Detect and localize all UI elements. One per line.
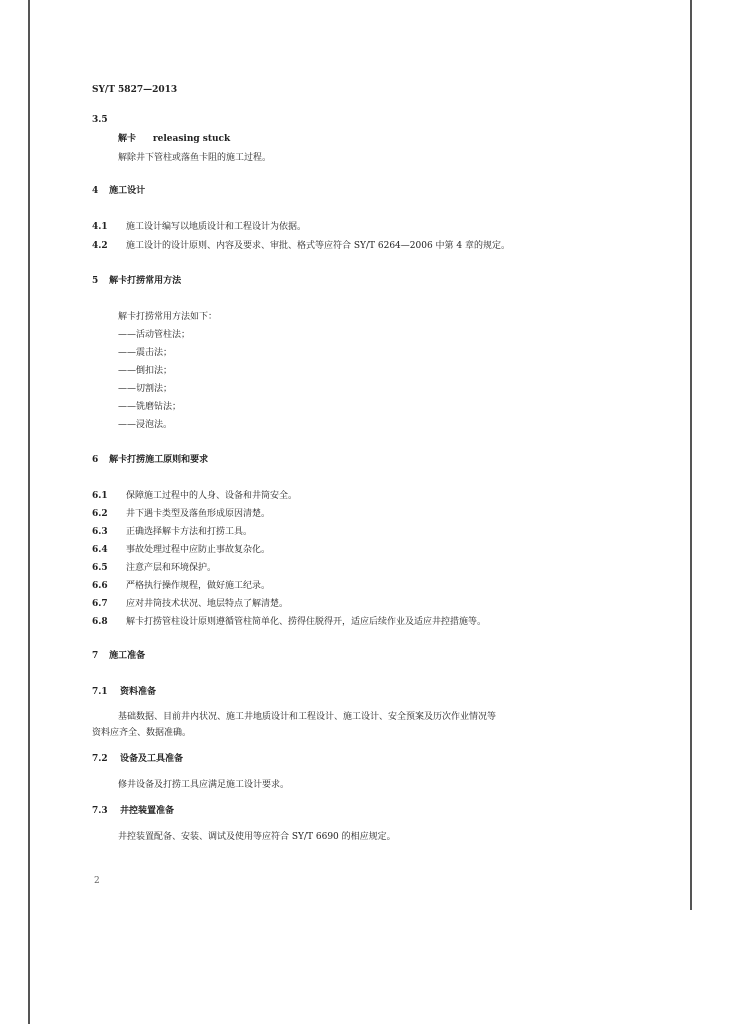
page-border-right [690, 0, 692, 910]
clause-6-7: 6.7 应对井筒技术状况、地层特点了解清楚。 [92, 599, 289, 609]
clause-6-1: 6.1 保障施工过程中的人身、设备和井筒安全。 [92, 491, 298, 501]
method-item: ——切割法； [118, 384, 173, 394]
clause-7-2-heading: 7.2 设备及工具准备 [92, 754, 184, 764]
method-item: ——铣磨钻法； [118, 402, 182, 412]
clause-4-1: 4.1 施工设计编写以地质设计和工程设计为依据。 [92, 222, 307, 232]
clause-3-5-number: 3.5 [92, 115, 108, 125]
term-english: releasing stuck [152, 134, 231, 144]
clause-4-2: 4.2 施工设计的设计原则、内容及要求、审批、格式等应符合 SY/T 6264—2006 中第 4 章的规定。 [92, 241, 510, 251]
page-number: 2 [94, 876, 100, 886]
section-6-heading: 6 解卡打捞施工原则和要求 [92, 455, 209, 465]
method-item: ——浸泡法。 [118, 420, 173, 430]
clause-7-3-heading: 7.3 井控装置准备 [92, 806, 175, 816]
section-4-heading: 4 施工设计 [92, 186, 146, 196]
methods-intro: 解卡打捞常用方法如下： [118, 312, 218, 322]
method-item: ——活动管柱法； [118, 330, 191, 340]
method-item: ——震击法； [118, 348, 173, 358]
clause-7-1-heading: 7.1 资料准备 [92, 687, 157, 697]
section-7-heading: 7 施工准备 [92, 651, 146, 661]
clause-7-1-text-line1: 基础数据、目前井内状况、施工井地质设计和工程设计、施工设计、安全预案及历次作业情况等 [118, 712, 497, 722]
method-item: ——倒扣法； [118, 366, 173, 376]
clause-6-2: 6.2 井下遇卡类型及落鱼形成原因清楚。 [92, 509, 271, 519]
clause-6-6: 6.6 严格执行操作规程，做好施工纪录。 [92, 581, 271, 591]
clause-7-3-text: 井控装置配备、安装、调试及使用等应符合 SY/T 6690 的相应规定。 [118, 832, 396, 842]
section-5-heading: 5 解卡打捞常用方法 [92, 276, 182, 286]
term-chinese: 解卡 [118, 134, 137, 144]
term-definition: 解除井下管柱或落鱼卡阻的施工过程。 [118, 153, 272, 163]
clause-7-2-text: 修井设备及打捞工具应满足施工设计要求。 [118, 780, 290, 790]
clause-6-8: 6.8 解卡打捞管柱设计原则遵循管柱简单化、捞得住脱得开，适应后续作业及适应井控措施等。 [92, 617, 487, 627]
clause-6-3: 6.3 正确选择解卡方法和打捞工具。 [92, 527, 253, 537]
term-entry [118, 133, 230, 145]
clause-7-1-text-line2: 资料应齐全、数据准确。 [92, 728, 192, 738]
page-border-left [28, 0, 30, 1024]
clause-6-5: 6.5 注意产层和环境保护。 [92, 563, 217, 573]
standard-code-header: SY/T 5827—2013 [92, 85, 178, 95]
clause-6-4: 6.4 事故处理过程中应防止事故复杂化。 [92, 545, 271, 555]
